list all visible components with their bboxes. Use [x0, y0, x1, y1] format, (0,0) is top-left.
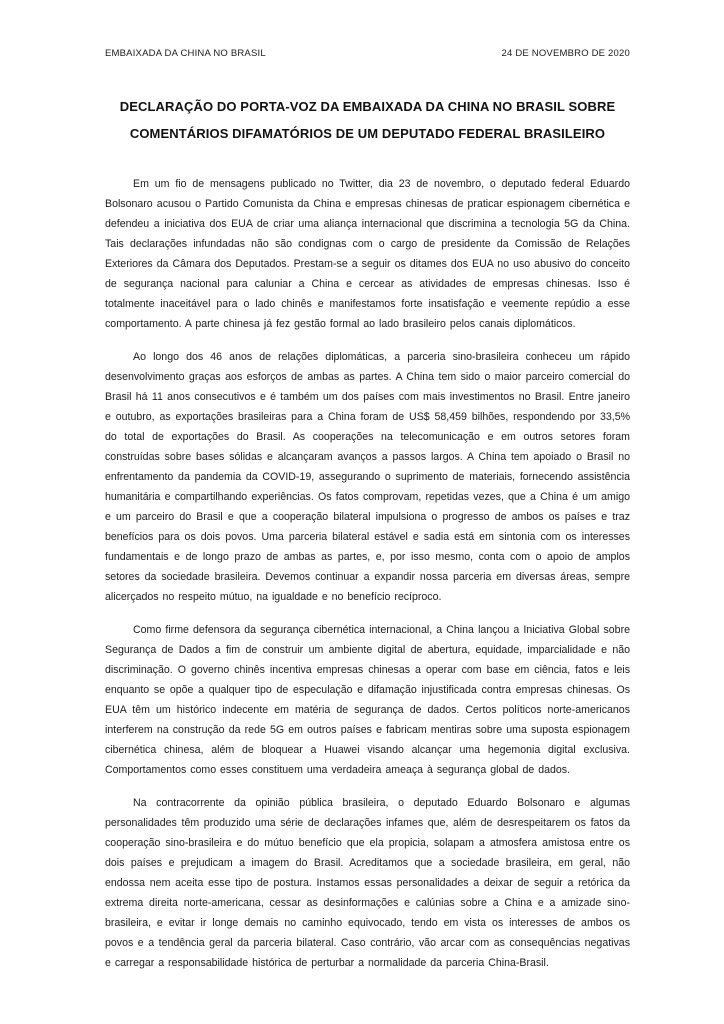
header-date: 24 DE NOVEMBRO DE 2020	[501, 48, 630, 59]
paragraph-3: Como firme defensora da segurança cibernética internacional, a China lançou a Iniciativa Global sobre Segurança de Dados a fim de construir um ambiente digital de abertura, equidade, imparcialidade e não discriminação. O governo chinês incentiva empresas chinesas a operar com base em ciência, fatos e leis enquanto se opõe a qualquer tipo de especulação e difamação injustificada contra empresas chinesas. Os EUA têm um histórico indecente em matéria de segurança de dados. Certos políticos norte-americanos interferem na construção da rede 5G em outros países e fabricam mentiras sobre uma suposta espionagem cibernética chinesa, além de bloquear a Huawei visando alcançar uma hegemonia digital exclusiva. Comportamentos como esses constituem uma verdadeira ameaça à segurança global de dados.	[105, 624, 630, 776]
document-body	[105, 174, 630, 973]
paragraph-4: Na contracorrente da opinião pública brasileira, o deputado Eduardo Bolsonaro e algumas personalidades têm produzido uma série de declarações infames que, além de desrespeitarem os fatos da cooperação sino-brasileira e do mútuo benefício que ela propicia, solapam a atmosfera amistosa entre os dois países e prejudicam a imagem do Brasil. Acreditamos que a sociedade brasileira, em geral, não endossa nem aceita esse tipo de postura. Instamos essas personalidades a deixar de seguir a retórica da extrema direita norte-americana, cessar as desinformações e calúnias sobre a China e a amizade sino-brasileira, e evitar ir longe demais no caminho equivocado, tendo em vista os interesses de ambos os povos e a tendência geral da parceria bilateral. Caso contrário, vão arcar com as consequências negativas e carregar a responsabilidade histórica de perturbar a normalidade da parceria China-Brasil.	[105, 797, 630, 969]
paragraph-1: Em um fio de mensagens publicado no Twitter, dia 23 de novembro, o deputado federal Eduardo Bolsonaro acusou o Partido Comunista da China e empresas chinesas de praticar espionagem cibernética e defendeu a iniciativa dos EUA de criar uma aliança internacional que discrimina a tecnologia 5G da China. Tais declarações infundadas não são condignas com o cargo de presidente da Comissão de Relações Exteriores da Câmara dos Deputados. Prestam-se a seguir os ditames dos EUA no uso abusivo do conceito de segurança nacional para caluniar a China e cercear as atividades de empresas chinesas. Isso é totalmente inaceitável para o lado chinês e manifestamos forte insatisfação e veemente repúdio a esse comportamento. A parte chinesa já fez gestão formal ao lado brasileiro pelos canais diplomáticos.	[105, 178, 630, 330]
document-header	[105, 48, 630, 59]
document-title: DECLARAÇÃO DO PORTA-VOZ DA EMBAIXADA DA CHINA NO BRASIL SOBRE COMENTÁRIOS DIFAMATÓRIOS DE UM DEPUTADO FEDERAL BRASILEIRO	[119, 99, 616, 141]
header-organization: EMBAIXADA DA CHINA NO BRASIL	[105, 48, 266, 59]
paragraph-2: Ao longo dos 46 anos de relações diplomáticas, a parceria sino-brasileira conheceu um rápido desenvolvimento graças aos esforços de ambas as partes. A China tem sido o maior parceiro comercial do Brasil há 11 anos consecutivos e é também um dos países com mais investimentos no Brasil. Entre janeiro e outubro, as exportações brasileiras para a China foram de US$ 58,459 bilhões, respondendo por 33,5% do total de exportações do Brasil. As cooperações na telecomunicação e em outros setores foram construídas sobre bases sólidas e alcançaram avanços a passos largos. A China tem apoiado o Brasil no enfrentamento da pandemia da COVID-19, assegurando o suprimento de materiais, fornecendo assistência humanitária e compartilhando experiências. Os fatos comprovam, repetidas vezes, que a China é um amigo e um parceiro do Brasil e que a cooperação bilateral impulsiona o progresso de ambos os países e traz benefícios para os dois povos. Uma parceria bilateral estável e sadia está em sintonia com os interesses fundamentais e de longo prazo de ambas as partes, e, por isso mesmo, conta com o apoio de amplos setores da sociedade brasileira. Devemos continuar a expandir nossa parceria em diversas áreas, sempre alicerçados no respeito mútuo, na igualdade e no benefício recíproco.	[105, 351, 630, 603]
